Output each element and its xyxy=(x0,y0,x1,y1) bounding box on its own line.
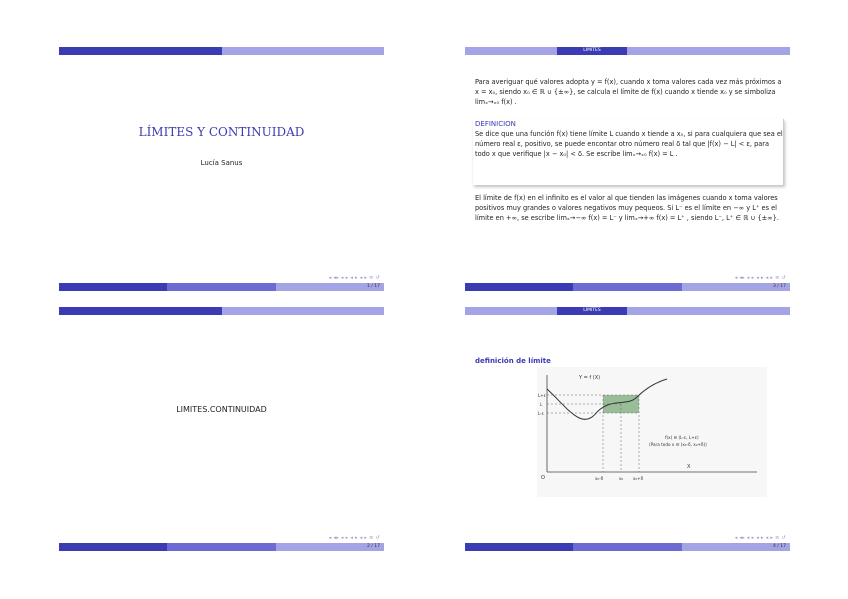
slide-limits-text xyxy=(465,47,790,291)
x-right-label: x₀+δ xyxy=(633,476,644,481)
definition-block xyxy=(473,119,784,185)
section-bar xyxy=(465,307,790,315)
x0-label: x₀ xyxy=(619,476,624,481)
footer-bar xyxy=(59,283,384,291)
intro-paragraph: Para averiguar qué valores adopta y = f(x), cuando x toma valores cada vez más próximos a x = x₀, siendo x₀ ∈ ℝ ∪ {±∞}, se calcula el límite de f(x) cuando x tiende x₀ y se simboliza limₓ→ₓ₀ f(x) . xyxy=(475,78,782,106)
footer-bar xyxy=(465,543,790,551)
footer-bar xyxy=(59,543,384,551)
section-bar xyxy=(465,47,790,55)
note-line-2: (Para todo x ∈ (x₀-δ, x₀+δ)) xyxy=(649,442,707,447)
infinity-paragraph: El límite de f(x) en el infinito es el valor al que tienden las imágenes cuando x toma valores positivos muy grandes o valores negativos muy pequeos. Si L⁻ es el límite en −∞ y L⁺ es el límite en +∞, se escribe limₓ→−∞ f(x) = L⁻ y limₓ→+∞ f(x) = L⁺ , siendo L⁻, L⁺ ∈ ℝ ∪ {±∞}. xyxy=(475,194,779,222)
footer-bar xyxy=(465,283,790,291)
limit-graph xyxy=(537,367,767,497)
definition-title: definición de límite xyxy=(475,357,551,365)
slide-section-title xyxy=(59,307,384,551)
section-label: LIMITES xyxy=(557,47,627,55)
section-title: LIMITES.CONTINUIDAD xyxy=(176,405,267,414)
l-plus-label: L+ε xyxy=(538,393,546,398)
header-bar xyxy=(59,47,384,55)
l-minus-label: L-ε xyxy=(538,411,544,416)
fx-label: Y = f (X) xyxy=(579,375,601,381)
block-title: DEFINICION xyxy=(475,120,516,128)
navigation-symbols[interactable]: ◂ ◂▸ ◂ ▸ ◂ ▸ ◂ ▸ ≡ ↺ xyxy=(734,535,786,541)
x-left-label: x₀-δ xyxy=(595,476,604,481)
slide-title xyxy=(59,47,384,291)
note-line-1: f(x) ∈ (L-ε, L+ε) xyxy=(665,435,699,440)
presentation-title: LÍMITES Y CONTINUIDAD xyxy=(138,125,305,139)
graph-background xyxy=(537,367,767,497)
section-label: LIMITES xyxy=(557,307,627,315)
page-number: 2 / 17 xyxy=(367,544,380,549)
l-label: L xyxy=(540,402,543,407)
page-number: 3 / 17 xyxy=(773,284,786,289)
navigation-symbols[interactable]: ◂ ◂▸ ◂ ▸ ◂ ▸ ◂ ▸ ≡ ↺ xyxy=(328,275,380,281)
origin-label: O xyxy=(541,475,545,481)
block-body: Se dice que una función f(x) tiene límite L cuando x tiende a x₀, si para cualquiera que sea el número real ε, positivo, se puede encontar otro número real δ tal que |f(x) − L| < ε, para todo x que verifique |x − x₀| < δ. Se escribe limₓ→ₓ₀ f(x) = L . xyxy=(475,130,783,158)
author-name: Lucía Sanus xyxy=(200,159,243,167)
page-number: 1 / 17 xyxy=(367,284,380,289)
x-axis-label: X xyxy=(687,464,691,470)
page-number: 4 / 17 xyxy=(773,544,786,549)
navigation-symbols[interactable]: ◂ ◂▸ ◂ ▸ ◂ ▸ ◂ ▸ ≡ ↺ xyxy=(734,275,786,281)
slide-limit-definition xyxy=(465,307,790,551)
navigation-symbols[interactable]: ◂ ◂▸ ◂ ▸ ◂ ▸ ◂ ▸ ≡ ↺ xyxy=(328,535,380,541)
header-bar xyxy=(59,307,384,315)
